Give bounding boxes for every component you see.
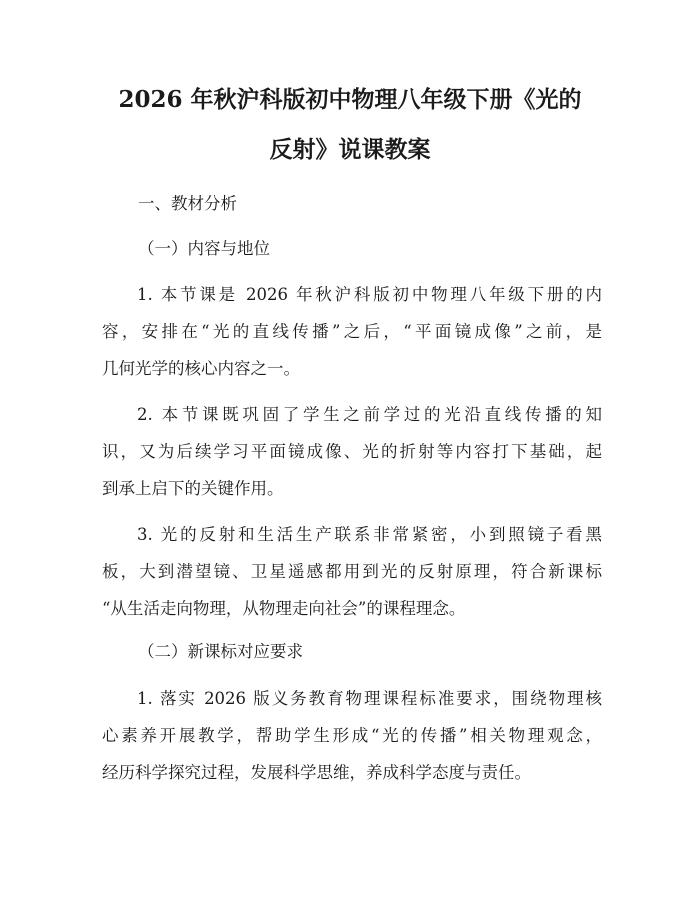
paragraph-line: 识，又为后续学习平面镜成像、光的折射等内容打下基础，起	[102, 442, 602, 461]
paragraph-line: 到承上启下的关键作用。	[102, 479, 284, 498]
paragraph-line: 3. 光的反射和生活生产联系非常紧密，小到照镜子看黑	[137, 525, 602, 544]
paragraph-3	[102, 516, 602, 627]
paragraph-line: 心素养开展教学，帮助学生形成“光的传播”相关物理观念，	[102, 726, 602, 745]
paragraph-line: 几何光学的核心内容之一。	[102, 359, 300, 378]
document-title-line-2: 反射》说课教案	[269, 136, 431, 163]
paragraph-line: 经历科学探究过程，发展科学思维，养成科学态度与责任。	[102, 763, 531, 782]
paragraph-2	[102, 396, 602, 507]
subsection-heading-content-position: （一）内容与地位	[138, 239, 270, 258]
subsection-heading-curriculum-requirements: （二）新课标对应要求	[138, 642, 303, 661]
paragraph-line: 1. 本节课是 2026 年秋沪科版初中物理八年级下册的内	[137, 285, 602, 304]
document-title-line-1: 2026 年秋沪科版初中物理八年级下册《光的	[118, 86, 582, 113]
paragraph-line: 板，大到潜望镜、卫星遥感都用到光的反射原理，符合新课标	[102, 562, 602, 581]
paragraph-line: 容，安排在“光的直线传播”之后，“平面镜成像”之前，是	[102, 322, 602, 341]
section-heading-textbook-analysis: 一、教材分析	[138, 194, 237, 213]
paragraph-4	[102, 680, 602, 791]
paragraph-1	[102, 276, 602, 387]
paragraph-line: “从生活走向物理，从物理走向社会”的课程理念。	[102, 599, 466, 618]
paragraph-line: 1. 落实 2026 版义务教育物理课程标准要求，围绕物理核	[137, 689, 602, 708]
paragraph-line: 2. 本节课既巩固了学生之前学过的光沿直线传播的知	[137, 405, 602, 424]
